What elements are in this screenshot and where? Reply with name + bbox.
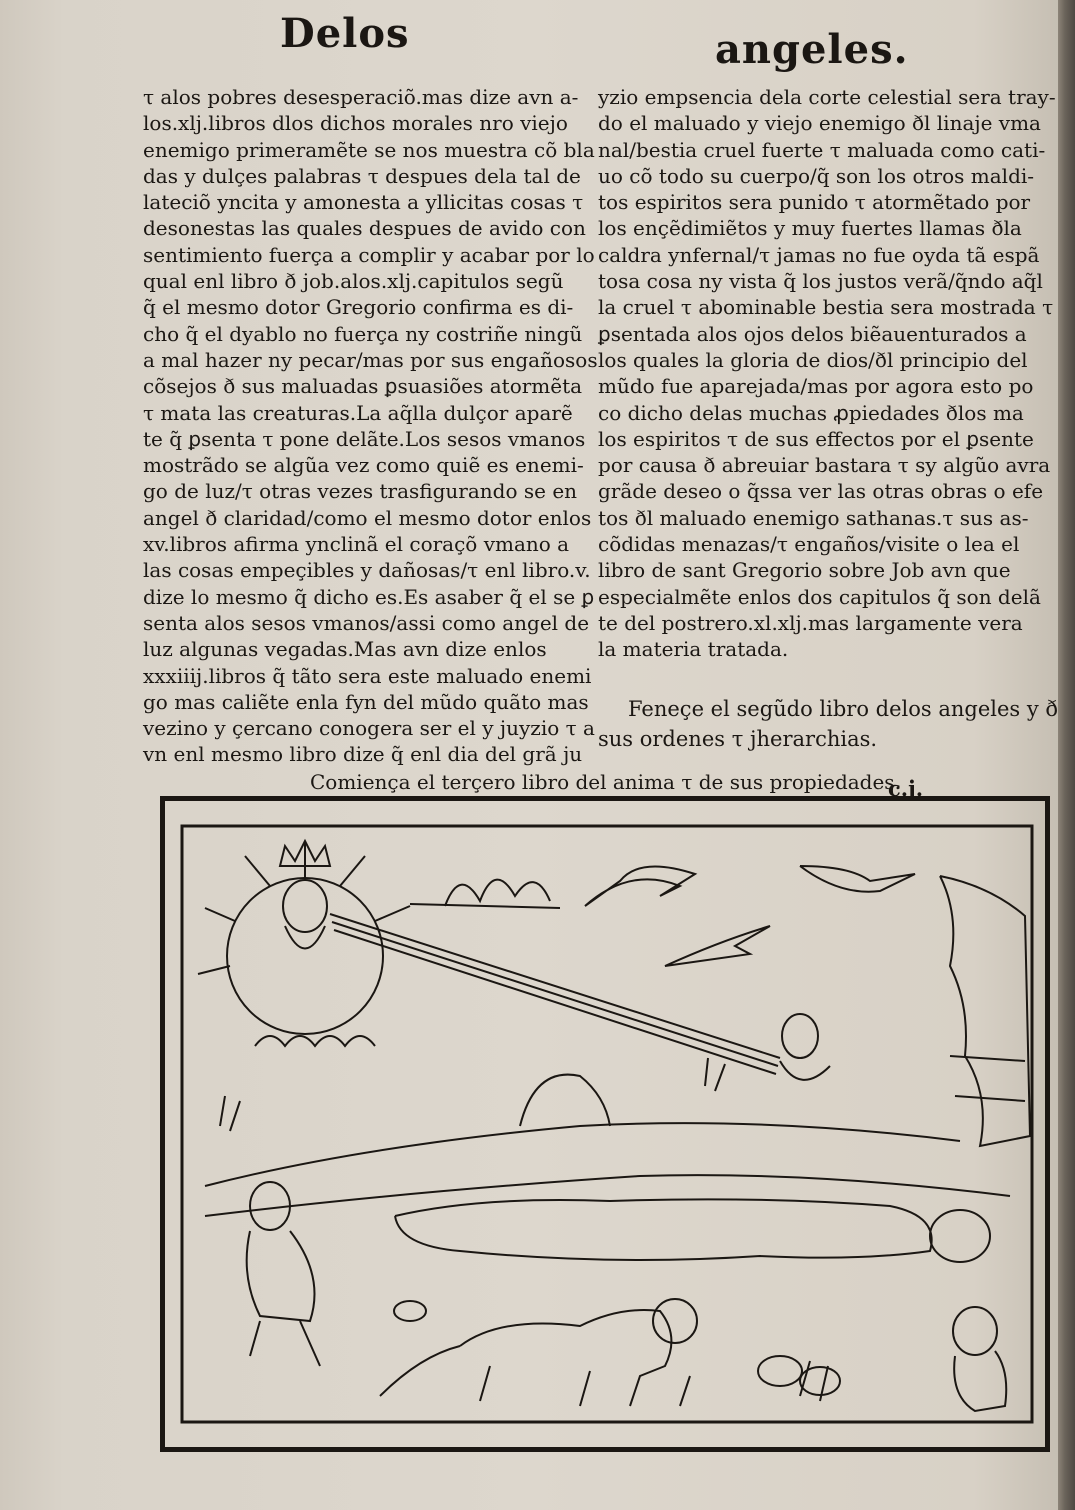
text-line: das y dulçes palabras τ despues dela tal de	[143, 163, 581, 188]
page-edge	[1058, 0, 1075, 1510]
text-line: la materia tratada.	[598, 637, 789, 662]
text-line: mostrãdo se algũa vez como quiẽ es enemi-	[143, 453, 584, 478]
text-line: mũdo fue aparejada/mas por agora esto po	[598, 374, 1034, 399]
text-line: cõsejos ð sus maluadas ꝑsuasiões atormẽta	[143, 374, 583, 399]
text-line: los.xlj.libros dlos dichos morales nro viejo	[143, 111, 568, 136]
lion	[380, 1299, 697, 1406]
text-line: tos ðl maluado enemigo sathanas.τ sus as-	[598, 505, 1029, 530]
folio-signature: c.j.	[888, 776, 924, 801]
adam-rising-figure	[780, 1014, 830, 1080]
text-line: vn enl mesmo libro dize q̃ enl dia del grã ju	[143, 742, 583, 767]
text-line: cho q̃ el dyablo no fuerça ny costriñe ningũ	[143, 321, 583, 346]
right-text-column	[598, 84, 1056, 663]
text-line: q̃ el mesmo dotor Gregorio confirma es di-	[143, 295, 574, 320]
clouds	[410, 880, 560, 908]
text-line: te del postrero.xl.xlj.mas largamente vera	[598, 610, 1023, 635]
text-line: cõdidas menazas/τ engaños/visite o lea el	[598, 532, 1020, 557]
text-line: tosa cosa ny vista q̃ los justos verã/q̃ndo aq̃l	[598, 269, 1043, 294]
text-line: caldra ynfernal/τ jamas no fue oyda tã espã	[598, 242, 1040, 267]
text-line: senta alos sesos vmanos/assi como angel de	[143, 610, 590, 635]
text-line: angel ð claridad/como el mesmo dotor enlos	[143, 505, 592, 530]
rocky-cliff	[940, 876, 1030, 1146]
text-line: grãde deseo o q̃ssa ver las otras obras o efe	[598, 479, 1044, 504]
running-head-right: angeles.	[715, 26, 909, 73]
text-line: xv.libros afirma ynclinã el coraçõ vmano a	[143, 532, 570, 557]
book-three-title: Comiença el terçero libro del anima τ de sus propiedades.	[310, 770, 901, 794]
dog	[953, 1307, 1006, 1411]
text-line: los ençẽdimiẽtos y muy fuertes llamas ðla	[598, 216, 1022, 241]
text-line: lateciõ yncita y amonesta a yllicitas cosas τ	[143, 190, 584, 215]
text-line: τ alos pobres desesperaciõ.mas dize avn a-	[143, 85, 579, 109]
text-line: especialmẽte enlos dos capitulos q̃ son delã	[598, 584, 1041, 609]
text-line: luz algunas vegadas.Mas avn dize enlos	[143, 637, 547, 662]
text-line: te q̃ ꝑsenta τ pone delãte.Los sesos vmanos	[143, 426, 586, 451]
woodcut-illustration	[160, 796, 1050, 1452]
text-line: do el maluado y viejo enemigo ðl linaje vma	[598, 111, 1041, 136]
colophon-line: Feneçe el segũdo libro delos angeles y ð	[628, 697, 1058, 721]
text-line: go mas caliẽte enla fyn del mũdo quãto mas	[143, 689, 589, 714]
text-line: tos espiritos sera punido τ atormẽtado por	[598, 190, 1031, 215]
stones	[394, 1301, 840, 1395]
text-line: los quales la gloria de dios/ðl principio del	[598, 347, 1028, 372]
text-line: xxxiiij.libros q̃ tãto sera este maluado enemi	[143, 663, 592, 688]
text-line: uo cõ todo su cuerpo/q̃ son los otros maldi-	[598, 163, 1035, 188]
text-line: dize lo mesmo q̃ dicho es.Es asaber q̃ el se ꝑ	[143, 584, 595, 609]
text-line: yzio empsencia dela corte celestial sera tray-	[598, 85, 1056, 109]
text-line: τ mata las creaturas.La aq̃lla dulçor aparẽ	[143, 400, 573, 425]
breath-rays	[330, 914, 780, 1074]
running-head-left: Delos	[280, 10, 410, 57]
text-line: qual enl libro ð job.alos.xlj.capitulos segũ	[143, 269, 564, 294]
text-line: vezino y çercano conogera ser el y juyzio τ a	[143, 716, 595, 741]
text-line: nal/bestia cruel fuerte τ maluada como cati-	[598, 137, 1046, 162]
left-text-column	[143, 84, 598, 768]
text-line: por causa ð abreuiar bastara τ sy algũo avra	[598, 453, 1051, 478]
text-line: las cosas empeçibles y dañosas/τ enl libro.v.	[143, 558, 591, 583]
colophon-line: sus ordenes τ jherarchias.	[598, 727, 878, 751]
text-line: los espiritos τ de sus effectos por el ꝑsente	[598, 426, 1034, 451]
reclining-body	[395, 1199, 990, 1262]
hills-landscape	[205, 1075, 1010, 1216]
text-line: sentimiento fuerça a complir y acabar por lo	[143, 242, 595, 267]
birds	[585, 866, 915, 966]
text-line: co dicho delas muchas ꝓpiedades ðlos ma	[598, 400, 1024, 425]
text-line: ꝑsentada alos ojos delos biẽauenturados a	[598, 321, 1027, 346]
text-line: a mal hazer ny pecar/mas por sus engañosos	[143, 347, 598, 372]
text-line: la cruel τ abominable bestia sera mostrada τ	[598, 295, 1054, 320]
text-line: go de luz/τ otras vezes trasfigurando se en	[143, 479, 578, 504]
text-line: enemigo primeramẽte se nos muestra cõ bla	[143, 137, 595, 162]
text-line: libro de sant Gregorio sobre Job avn que	[598, 558, 1011, 583]
text-line: desonestas las quales despues de avido con	[143, 216, 586, 241]
book-two-colophon	[598, 694, 1058, 754]
